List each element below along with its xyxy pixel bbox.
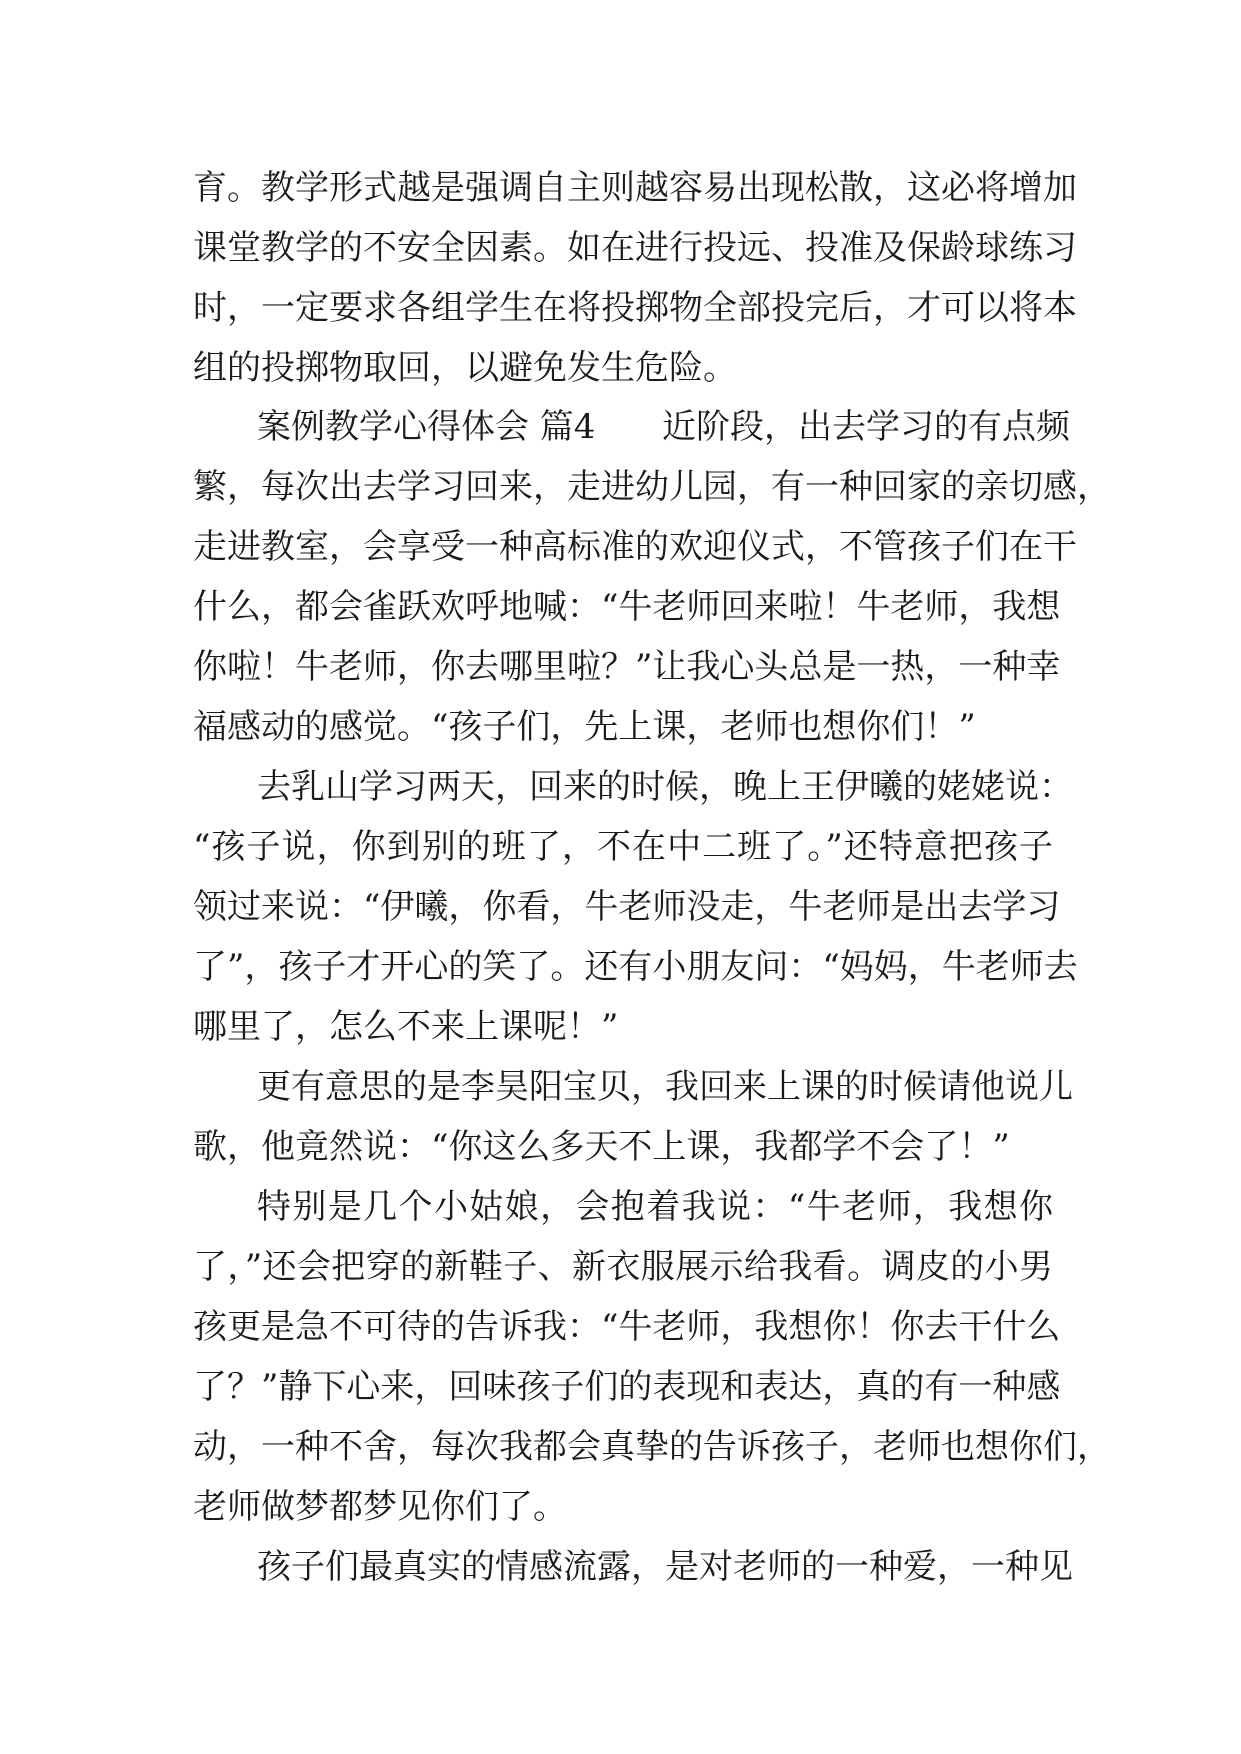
paragraph-line: 了”，孩子才开心的笑了。还有小朋友问：“妈妈，牛老师去 (193, 947, 1078, 987)
paragraph-line: 近阶段，出去学习的有点频 (662, 407, 1070, 447)
paragraph-line: 福感动的感觉。“孩子们，先上课，老师也想你们！” (193, 707, 976, 747)
paragraph-line: 了？”静下心来，回味孩子们的表现和表达，真的有一种感 (193, 1367, 1061, 1407)
paragraph-line: 去乳山学习两天，回来的时候，晚上王伊曦的姥姥说： (257, 767, 1073, 807)
paragraph-line: 领过来说：“伊曦，你看，牛老师没走，牛老师是出去学习 (193, 887, 1061, 927)
paragraph-line: 什么，都会雀跃欢呼地喊：“牛老师回来啦！牛老师，我想 (193, 587, 1061, 627)
section-heading: 案例教学心得体会 篇4 (257, 407, 596, 447)
paragraph-line: 哪里了，怎么不来上课呢！” (193, 1007, 619, 1047)
paragraph-line: 了，”还会把穿的新鞋子、新衣服展示给我看。调皮的小男 (193, 1247, 1053, 1287)
paragraph-line: 时，一定要求各组学生在将投掷物全部投完后，才可以将本 (193, 288, 1077, 328)
section-heading-line (257, 407, 1070, 447)
paragraph-line: 走进教室，会享受一种高标准的欢迎仪式，不管孩子们在干 (193, 527, 1077, 567)
paragraph-line: 孩子们最真实的情感流露，是对老师的一种爱，一种见 (257, 1547, 1073, 1587)
paragraph-line: 歌，他竟然说：“你这么多天不上课，我都学不会了！” (193, 1127, 1010, 1167)
paragraph-line: “孩子说，你到别的班了，不在中二班了。”还特意把孩子 (193, 827, 1053, 867)
paragraph-line: 特别是几个小姑娘，会抱着我说：“牛老师，我想你 (257, 1187, 1053, 1227)
paragraph-line: 课堂教学的不安全因素。如在进行投远、投准及保龄球练习 (193, 228, 1077, 268)
paragraph-line: 孩更是急不可待的告诉我：“牛老师，我想你！你去干什么 (193, 1307, 1061, 1347)
paragraph-line: 老师做梦都梦见你们了。 (193, 1487, 567, 1527)
paragraph-line: 繁，每次出去学习回来，走进幼儿园，有一种回家的亲切感， (193, 467, 1111, 507)
paragraph-line: 动，一种不舍，每次我都会真挚的告诉孩子，老师也想你们， (193, 1427, 1111, 1467)
paragraph-line: 组的投掷物取回，以避免发生危险。 (193, 348, 737, 388)
paragraph-line: 你啦！牛老师，你去哪里啦？”让我心头总是一热，一种幸 (193, 647, 1061, 687)
paragraph-line: 育。教学形式越是强调自主则越容易出现松散，这必将增加 (193, 168, 1077, 208)
paragraph-line: 更有意思的是李昊阳宝贝，我回来上课的时候请他说儿 (257, 1067, 1073, 1107)
